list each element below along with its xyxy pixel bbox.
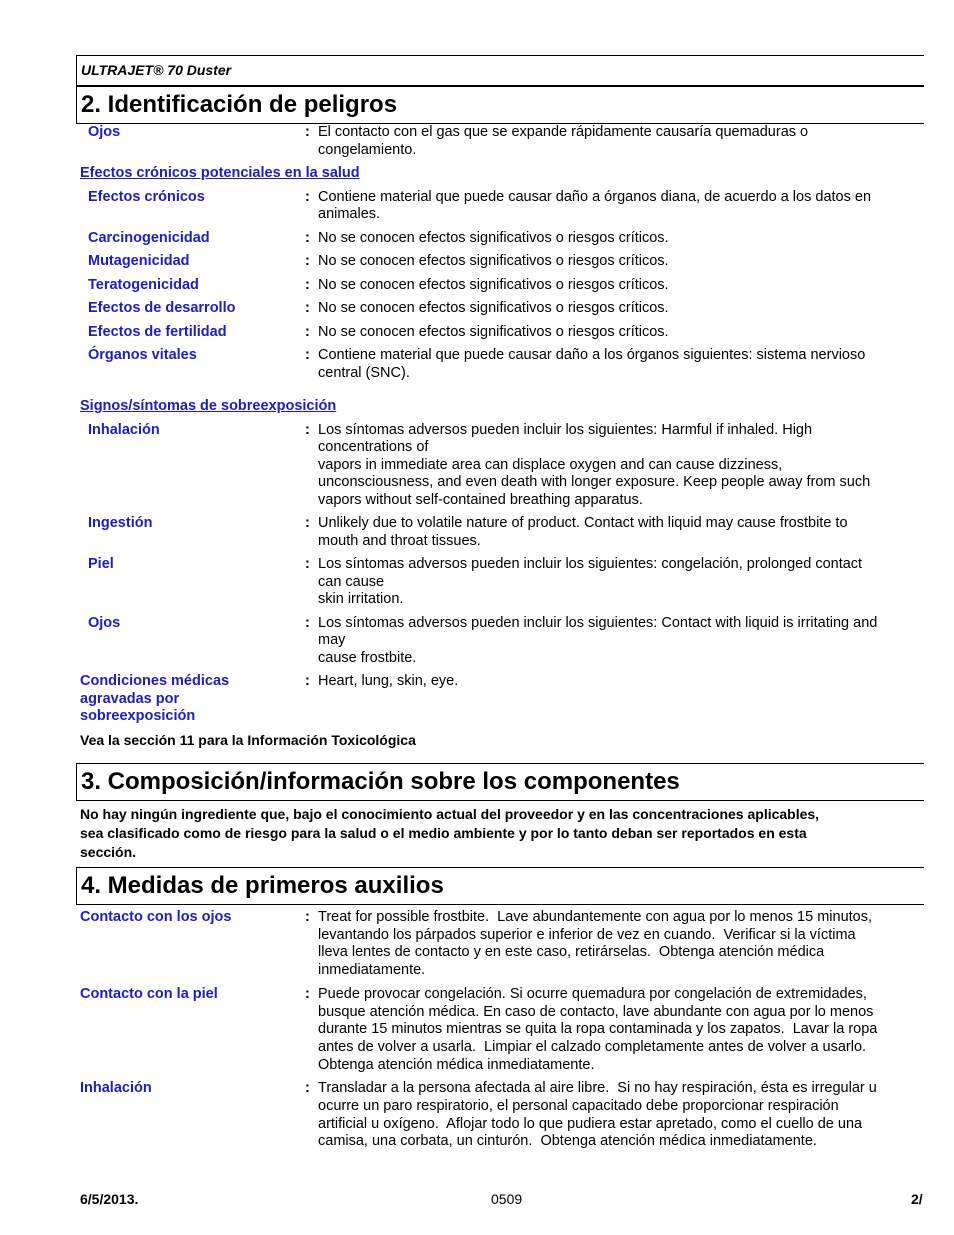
first-aid-value: Puede provocar congelación. Si ocurre quemadura por congelación de extremidades, busque atención médica. En caso de contacto, lave abundante con agua por lo menos durante 15 minutos mientras se quita la ropa contaminada y los zapatos. Lavar la ropa antes de volver a usarla. Limpiar el calzado completamente antes de volver a usarlo. Obtenga atención médica inmediatamente. <box>318 985 878 1073</box>
page-number: 2/ <box>911 1191 923 1207</box>
separator: : <box>305 556 310 572</box>
chronic-row <box>76 189 924 224</box>
separator: : <box>305 515 310 531</box>
chronic-label: Efectos de fertilidad <box>88 323 227 340</box>
separator: : <box>305 276 310 293</box>
signs-row <box>76 422 924 510</box>
signs-row <box>76 615 924 668</box>
chronic-effects-heading: Efectos crónicos potenciales en la salud <box>80 165 360 181</box>
chronic-row <box>76 277 924 295</box>
first-aid-value: Treat for possible frostbite. Lave abundantemente con agua por lo menos 15 minutos, levantando los párpados superior e inferior de vez en cuando. Verificar si la víctima lleva lentes de contacto y en este caso, retirárselas. Obtenga atención médica inmediatamente. <box>318 909 873 979</box>
signs-value: Los síntomas adversos pueden incluir los siguientes: Contact with liquid is irritating and may cause frostbite. <box>318 614 878 666</box>
aggravated-conditions-value: Heart, lung, skin, eye. <box>318 673 459 689</box>
signs-value: Los síntomas adversos pueden incluir los siguientes: congelación, prolonged contact can cause skin irritation. <box>318 556 863 607</box>
hazard-value: El contacto con el gas que se expande rápidamente causaría quemaduras o congelamiento. <box>318 124 809 158</box>
separator: : <box>305 347 310 363</box>
first-aid-row <box>76 909 924 980</box>
chronic-row <box>76 230 924 248</box>
separator: : <box>305 673 310 689</box>
section-2-body <box>76 124 924 749</box>
chronic-value: No se conocen efectos significativos o riesgos críticos. <box>318 253 669 269</box>
page-footer <box>0 1191 954 1209</box>
signs-row <box>76 515 924 550</box>
signs-label: Inhalación <box>88 421 160 438</box>
footer-date: 6/5/2013. <box>80 1191 139 1207</box>
chronic-value: No se conocen efectos significativos o riesgos críticos. <box>318 300 669 316</box>
overexposure-signs-heading: Signos/síntomas de sobreexposición <box>80 398 337 414</box>
chronic-value: No se conocen efectos significativos o riesgos críticos. <box>318 276 669 293</box>
chronic-row <box>76 324 924 342</box>
first-aid-label: Contacto con la piel <box>80 985 218 1002</box>
footer-code: 0509 <box>491 1191 523 1207</box>
separator: : <box>305 614 310 631</box>
chronic-label: Carcinogenicidad <box>88 229 210 246</box>
first-aid-row <box>76 1080 924 1151</box>
signs-label: Piel <box>88 556 114 572</box>
chronic-row <box>76 300 924 318</box>
first-aid-value: Transladar a la persona afectada al aire libre. Si no hay respiración, ésta es irregular u ocurre un paro respiratorio, el personal capacitado debe proporcionar respiración artificial u oxígeno. Aflojar todo lo que pudiera estar apretado, como el cuello de una camisa, una corbata, un cinturón. Obtenga atención médica inmediatamente. <box>318 1080 877 1150</box>
signs-row <box>76 556 924 609</box>
separator: : <box>305 124 310 140</box>
first-aid-label: Contacto con los ojos <box>80 909 232 925</box>
separator: : <box>305 909 310 925</box>
chronic-label: Efectos crónicos <box>88 188 205 205</box>
separator: : <box>305 1080 310 1097</box>
hazard-row-eyes <box>76 124 924 159</box>
product-name: ULTRAJET® 70 Duster <box>81 62 232 78</box>
first-aid-label: Inhalación <box>80 1080 152 1097</box>
separator: : <box>305 985 310 1002</box>
section-3-title: 3. Composición/información sobre los componentes <box>76 763 924 801</box>
chronic-value: No se conocen efectos significativos o riesgos críticos. <box>318 323 669 340</box>
chronic-value: No se conocen efectos significativos o riesgos críticos. <box>318 229 669 246</box>
chronic-label: Mutagenicidad <box>88 253 190 269</box>
aggravated-conditions-label: Condiciones médicas agravadas por sobreexposición <box>80 673 230 724</box>
separator: : <box>305 253 310 269</box>
aggravated-conditions-row <box>76 673 924 726</box>
chronic-row <box>76 253 924 271</box>
chronic-label: Efectos de desarrollo <box>88 300 236 316</box>
signs-label: Ojos <box>88 614 121 631</box>
section-4-body <box>76 909 924 1157</box>
separator: : <box>305 323 310 340</box>
first-aid-row <box>76 986 924 1075</box>
separator: : <box>305 188 310 205</box>
signs-value: Los síntomas adversos pueden incluir los siguientes: Harmful if inhaled. High concentrations of vapors in immediate area can displace oxygen and can cause dizziness, unconsciousness, and even death with longer exposure. Keep people away from such vapors without self-contained breathing apparatus. <box>318 421 871 508</box>
signs-value: Unlikely due to volatile nature of product. Contact with liquid may cause frostbite to mouth and throat tissues. <box>318 515 848 549</box>
section-2-title: 2. Identificación de peligros <box>76 86 924 124</box>
chronic-label: Teratogenicidad <box>88 276 199 293</box>
chronic-row <box>76 347 924 382</box>
document-header <box>76 55 924 86</box>
chronic-label: Órganos vitales <box>88 347 197 363</box>
see-section-11-note: Vea la sección 11 para la Información Toxicológica <box>80 731 416 748</box>
separator: : <box>305 421 310 438</box>
separator: : <box>305 300 310 316</box>
section-4-title: 4. Medidas de primeros auxilios <box>76 867 924 905</box>
separator: : <box>305 229 310 246</box>
signs-label: Ingestión <box>88 515 153 531</box>
section-3-text: No hay ningún ingrediente que, bajo el conocimiento actual del proveedor y en las concentraciones aplicables, sea clasificado como de riesgo para la salud o el medio ambiente y por lo tanto deban ser reportados en esta sección. <box>80 806 820 860</box>
chronic-value: Contiene material que puede causar daño a los órganos siguientes: sistema nervioso central (SNC). <box>318 347 866 381</box>
hazard-label: Ojos <box>88 124 121 140</box>
chronic-value: Contiene material que puede causar daño a órganos diana, de acuerdo a los datos en animales. <box>318 188 872 222</box>
